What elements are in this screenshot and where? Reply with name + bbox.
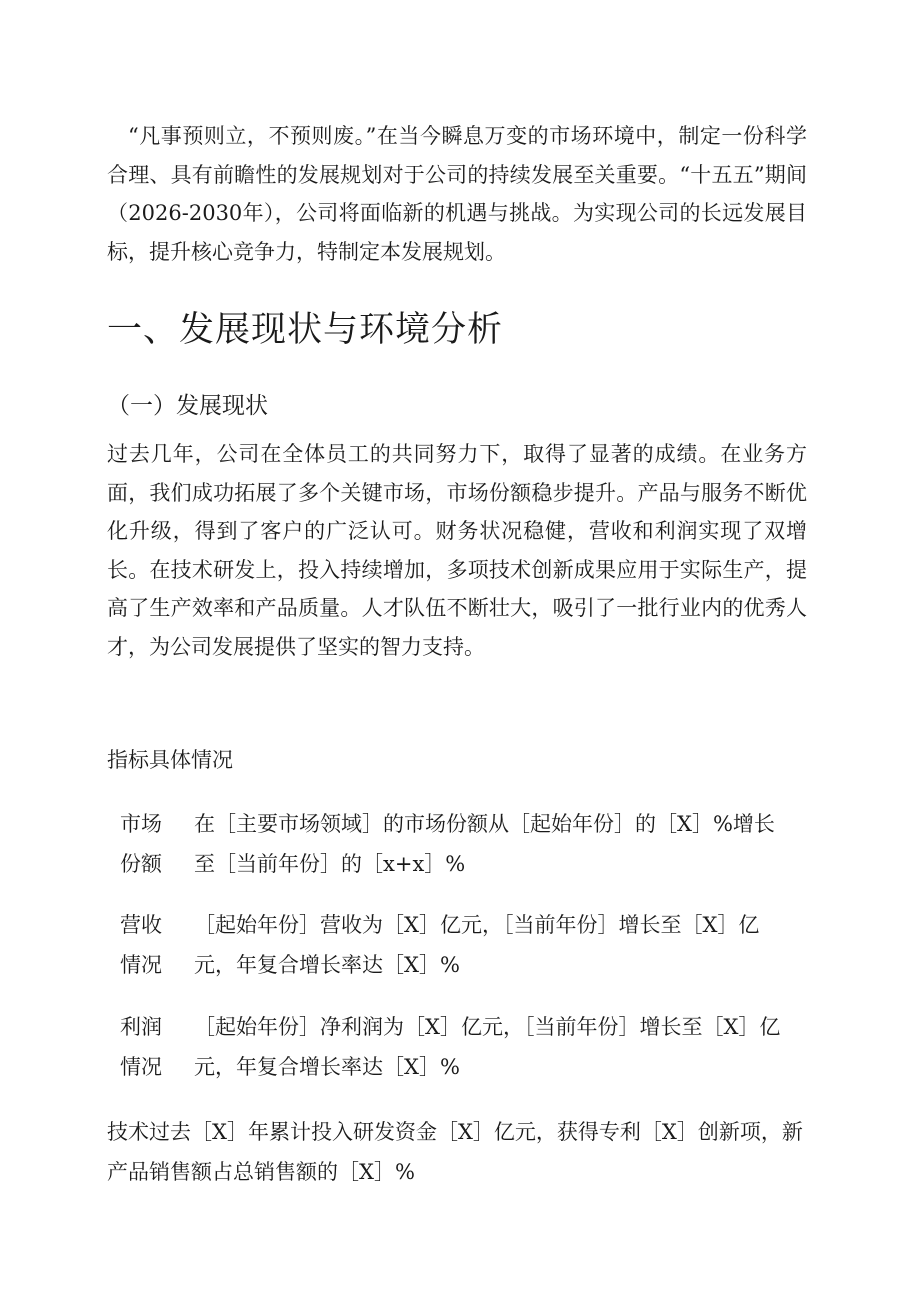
intro-text: “凡事预则立，不预则废。”在当今瞬息万变的市场环境中，制定一份科学合理、具有前瞻性的发展规划对于公司的持续发展至关重要。“十五五”期间（2026-2030年），公司将面临新的机遇与挑战。为实现公司的长远发展目标，提升核心竞争力，特制定本发展规划。: [107, 124, 807, 264]
intro-paragraph: [107, 117, 807, 271]
current-status-paragraph: 过去几年，公司在全体员工的共同努力下，取得了显著的成绩。在业务方面，我们成功拓展了多个关键市场，市场份额稳步提升。产品与服务不断优化升级，得到了客户的广泛认可。财务状况稳健，营收和利润实现了双增长。在技术研发上，投入持续增加，多项技术创新成果应用于实际生产，提高了生产效率和产品质量。人才队伍不断壮大，吸引了一批行业内的优秀人才，为公司发展提供了坚实的智力支持。: [107, 442, 807, 659]
indicators-label: 指标具体情况: [107, 748, 233, 772]
tech-paragraph: 技术过去［X］年累计投入研发资金［X］亿元，获得专利［X］创新项，新产品销售额占总销售额的［X］%: [107, 1120, 803, 1184]
indicator-desc: 在［主要市场领域］的市场份额从［起始年份］的［X］%增长至［当前年份］的［x+x］%: [194, 812, 775, 876]
subsection-title: （一）发展现状: [107, 393, 268, 419]
indicator-desc: ［起始年份］营收为［X］亿元，［当前年份］增长至［X］亿元，年复合增长率达［X］%: [194, 913, 760, 977]
indicator-name: 市场份额: [120, 812, 162, 876]
indicator-name: 利润情况: [120, 1015, 162, 1079]
indicator-desc: ［起始年份］净利润为［X］亿元，［当前年份］增长至［X］亿元，年复合增长率达［X］%: [194, 1015, 781, 1079]
section-title: 一、发展现状与环境分析: [107, 310, 504, 350]
indicator-name: 营收情况: [120, 913, 162, 977]
